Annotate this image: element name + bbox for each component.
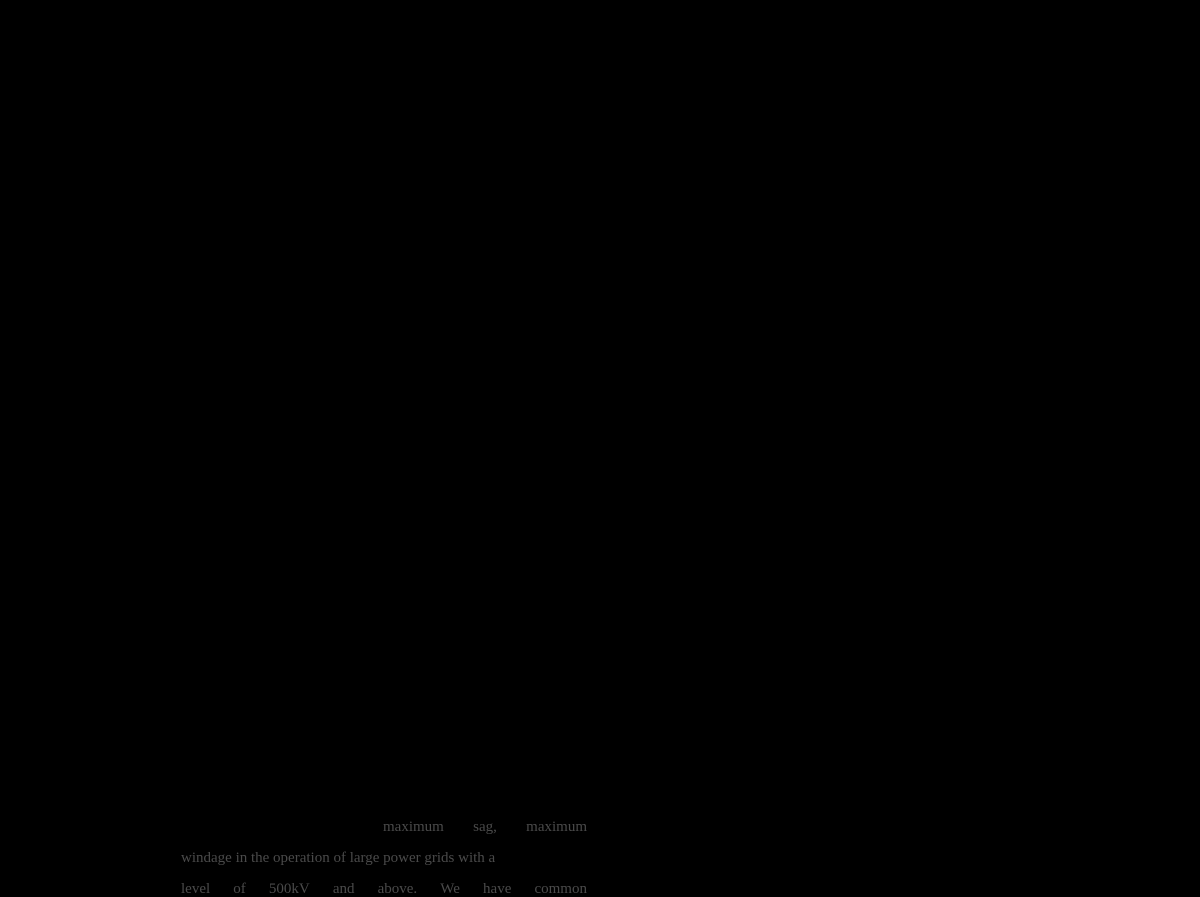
- text-line-3: [181, 874, 587, 897]
- text-word: and: [332, 881, 355, 897]
- text-line-2: windage in the operation of large power grids with a: [181, 850, 496, 866]
- text-word: 500kV: [268, 881, 310, 897]
- text-word: maximum: [526, 819, 587, 835]
- paragraph-fragment: [181, 812, 587, 897]
- body-text-column: [181, 812, 587, 897]
- text-word: level: [181, 881, 211, 897]
- text-word: maximum: [383, 819, 444, 835]
- text-word: common: [534, 881, 587, 897]
- text-line-1: [181, 812, 587, 843]
- text-word: We: [440, 881, 460, 897]
- text-word: above.: [377, 881, 418, 897]
- text-word: sag,: [473, 819, 497, 835]
- text-word: of: [233, 881, 246, 897]
- text-word: have: [483, 881, 512, 897]
